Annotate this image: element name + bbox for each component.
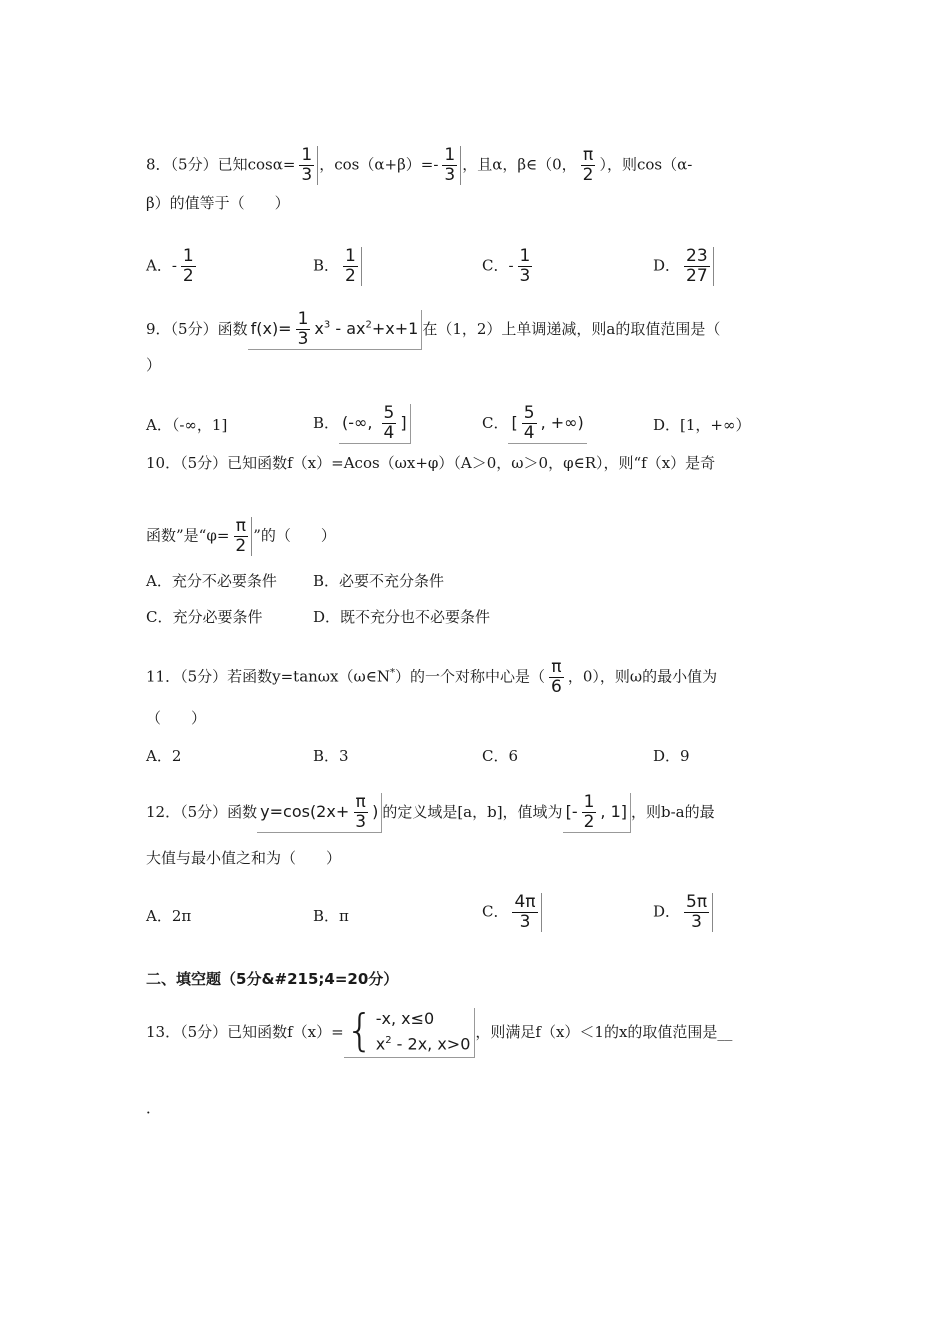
fraction: $\frac{1}{3}$ bbox=[439, 146, 461, 185]
q8-text-line2: β）的值等于（ ） bbox=[146, 194, 290, 212]
fraction: $\frac{5}{4}$ bbox=[523, 403, 535, 443]
q12-text-1: 12．（5分）函数 bbox=[146, 803, 258, 821]
question-11-stem bbox=[146, 658, 717, 697]
piecewise-function bbox=[344, 1005, 476, 1058]
q9-text-2: 在（1，2）上单调递减，则a的取值范围是（ bbox=[422, 320, 721, 338]
fraction: $\frac{5\pi}{3}$ bbox=[681, 893, 713, 932]
fraction: $\frac{23}{27}$ bbox=[681, 247, 714, 286]
fraction: $\frac{\pi}{2}$ bbox=[230, 517, 252, 556]
q9-option-d[interactable]: D．[1，+∞） bbox=[653, 416, 751, 434]
fraction: $\frac{5}{4}$ bbox=[383, 403, 395, 443]
q9-text-line2: ） bbox=[146, 356, 162, 374]
q8-text-4: ），则cos（α- bbox=[599, 155, 693, 174]
q12-text-2: 的定义域是[a，b]，值域为 bbox=[382, 803, 563, 821]
q12-formula: y=cos(2x+ $\frac{\pi}{3}$ ) bbox=[257, 793, 382, 833]
q9-option-a[interactable]: A．（-∞，1] bbox=[146, 416, 228, 434]
fraction: $\frac{1}{3}$ bbox=[297, 309, 309, 349]
q10-text-2a: 函数”是“φ= bbox=[146, 526, 230, 545]
fraction: $\frac{1}{3}$ bbox=[296, 146, 318, 185]
q8-option-c[interactable]: C．- $\frac{1}{3}$ bbox=[482, 247, 536, 286]
fraction: $\frac{1}{2}$ bbox=[182, 246, 194, 286]
q11-option-d[interactable]: D．9 bbox=[653, 747, 690, 765]
q10-text-2b: ”的（ ） bbox=[253, 526, 336, 545]
question-8-stem bbox=[146, 146, 692, 185]
q13-text-line2: ． bbox=[146, 1099, 162, 1117]
q10-option-d[interactable]: D．既不充分也不必要条件 bbox=[313, 608, 491, 626]
q11-option-a[interactable]: A．2 bbox=[146, 747, 182, 765]
fraction: $\frac{1}{2}$ bbox=[340, 247, 362, 286]
q11-option-c[interactable]: C．6 bbox=[482, 747, 519, 765]
q8-option-a[interactable]: A．- $\frac{1}{2}$ bbox=[146, 247, 200, 286]
fraction: $\frac{1}{3}$ bbox=[519, 246, 531, 286]
q8-option-d[interactable]: D． $\frac{23}{27}$ bbox=[653, 247, 715, 286]
interval: [ $\frac{5}{4}$ , +∞) bbox=[508, 404, 586, 444]
fraction: $\frac{\pi}{2}$ bbox=[582, 145, 594, 185]
left-brace-icon: { bbox=[345, 1005, 374, 1057]
q8-text-3: ，且α，β∈（0， bbox=[462, 155, 577, 174]
q12-option-c[interactable]: C． $\frac{4\pi}{3}$ bbox=[482, 893, 543, 932]
q8-text-2: ，cos（α+β）=- bbox=[319, 155, 439, 174]
piecewise-case-2: $x^2 - 2x$, x>0 bbox=[375, 1034, 471, 1054]
fraction: $\frac{\pi}{3}$ bbox=[355, 792, 367, 832]
question-9-stem bbox=[146, 310, 720, 350]
q9-option-c[interactable]: C． [ $\frac{5}{4}$ , +∞) bbox=[482, 404, 587, 444]
interval: (-∞, $\frac{5}{4}$ ] bbox=[339, 404, 411, 444]
fraction: $\frac{\pi}{6}$ bbox=[550, 657, 562, 697]
q9-option-b[interactable]: B． (-∞, $\frac{5}{4}$ ] bbox=[313, 404, 411, 444]
q11-superscript: * bbox=[389, 667, 395, 679]
q13-text-2: ，则满足f（x）＜1的x的取值范围是 bbox=[475, 1023, 718, 1041]
q11-option-b[interactable]: B．3 bbox=[313, 747, 349, 765]
section-heading: 二、填空题（5分&#215;4=20分） bbox=[146, 970, 399, 988]
q9-formula: f(x)= $\frac{1}{3}$ $x^3 - ax^2+x+1$ bbox=[248, 310, 423, 350]
fraction: $\frac{4\pi}{3}$ bbox=[509, 893, 541, 932]
q12-option-b[interactable]: B．π bbox=[313, 907, 349, 925]
question-12-stem bbox=[146, 793, 715, 833]
q13-text-1: 13．（5分）已知函数f（x）= bbox=[146, 1023, 344, 1041]
q10-option-c[interactable]: C．充分必要条件 bbox=[146, 608, 263, 626]
q11-text-2: ）的一个对称中心是（ bbox=[394, 667, 545, 686]
q12-text-line2: 大值与最小值之和为（ ） bbox=[146, 849, 342, 867]
q10-text-line1: 10．（5分）已知函数f（x）=Acos（ωx+φ）（A＞0，ω＞0，φ∈R），则“f（x）是奇 bbox=[146, 454, 716, 472]
piecewise-case-1: -x, x≤0 bbox=[375, 1008, 435, 1028]
question-13-stem bbox=[146, 1002, 732, 1062]
question-10-line2 bbox=[146, 517, 336, 556]
q12-text-3: ，则b-a的最 bbox=[631, 803, 715, 821]
q8-text-1: 8．（5分）已知cosα= bbox=[146, 155, 296, 174]
q11-text-line2: （ ） bbox=[146, 709, 207, 727]
q12-option-a[interactable]: A．2π bbox=[146, 907, 192, 925]
q11-text-1: 11．（5分）若函数y=tanωx（ω∈N bbox=[146, 667, 390, 686]
q8-option-b[interactable]: B． $\frac{1}{2}$ bbox=[313, 247, 363, 286]
q12-range: [- $\frac{1}{2}$ , 1] bbox=[563, 793, 631, 833]
q9-text-1: 9．（5分）函数 bbox=[146, 320, 248, 338]
q10-option-a[interactable]: A．充分不必要条件 bbox=[146, 572, 277, 590]
fraction: $\frac{1}{2}$ bbox=[583, 792, 595, 832]
q11-text-3: ，0），则ω的最小值为 bbox=[567, 667, 718, 686]
answer-blank[interactable]: __ bbox=[717, 1023, 733, 1041]
q12-option-d[interactable]: D． $\frac{5\pi}{3}$ bbox=[653, 893, 714, 932]
q10-option-b[interactable]: B．必要不充分条件 bbox=[313, 572, 445, 590]
